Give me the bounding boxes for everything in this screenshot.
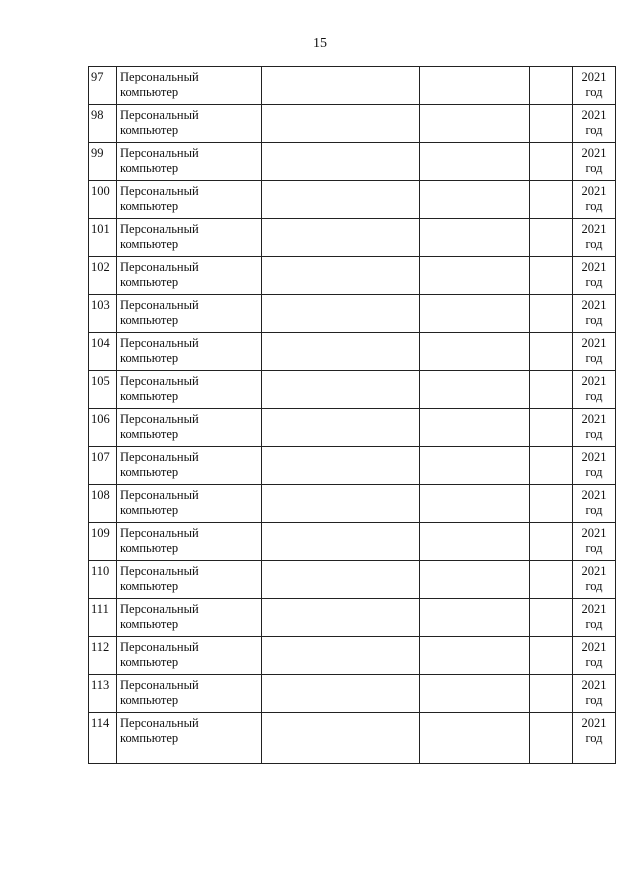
year-cell xyxy=(573,485,616,523)
empty-cell xyxy=(262,675,420,713)
empty-cell xyxy=(530,143,573,181)
empty-cell xyxy=(530,67,573,105)
item-name-line2: компьютер xyxy=(120,275,179,289)
year-cell xyxy=(573,713,616,764)
year-unit: год xyxy=(585,351,603,365)
empty-cell xyxy=(262,371,420,409)
row-number: 104 xyxy=(91,336,110,350)
year-cell xyxy=(573,143,616,181)
table-row xyxy=(89,485,616,523)
empty-cell xyxy=(530,523,573,561)
item-name-line1: Персональный xyxy=(120,222,199,236)
item-name-line1: Персональный xyxy=(120,146,199,160)
year-cell xyxy=(573,599,616,637)
empty-cell xyxy=(530,295,573,333)
table-row xyxy=(89,257,616,295)
year-value: 2021 xyxy=(581,374,607,388)
row-number: 97 xyxy=(91,70,104,84)
empty-cell xyxy=(420,181,530,219)
table-row xyxy=(89,599,616,637)
item-name-line1: Персональный xyxy=(120,184,199,198)
year-unit: год xyxy=(585,427,603,441)
empty-cell xyxy=(420,523,530,561)
row-number-cell xyxy=(89,447,117,485)
table-row xyxy=(89,561,616,599)
row-number-cell xyxy=(89,143,117,181)
empty-cell xyxy=(262,561,420,599)
empty-cell xyxy=(530,675,573,713)
row-number: 113 xyxy=(91,678,110,692)
item-name-line1: Персональный xyxy=(120,298,199,312)
item-name-cell xyxy=(117,257,262,295)
row-number-cell xyxy=(89,105,117,143)
year-value: 2021 xyxy=(581,260,607,274)
item-name-line2: компьютер xyxy=(120,351,179,365)
year-cell xyxy=(573,333,616,371)
row-number-cell xyxy=(89,295,117,333)
empty-cell xyxy=(262,257,420,295)
item-name-cell xyxy=(117,675,262,713)
item-name-cell xyxy=(117,447,262,485)
empty-cell xyxy=(262,523,420,561)
item-name-cell xyxy=(117,485,262,523)
empty-cell xyxy=(262,181,420,219)
year-value: 2021 xyxy=(581,526,607,540)
row-number: 100 xyxy=(91,184,110,198)
year-unit: год xyxy=(585,199,603,213)
row-number-cell xyxy=(89,561,117,599)
empty-cell xyxy=(420,67,530,105)
row-number: 101 xyxy=(91,222,110,236)
row-number: 111 xyxy=(91,602,109,616)
year-value: 2021 xyxy=(581,488,607,502)
item-name-line2: компьютер xyxy=(120,731,179,745)
row-number: 114 xyxy=(91,716,110,730)
table-row xyxy=(89,105,616,143)
item-name-line2: компьютер xyxy=(120,503,179,517)
table-row xyxy=(89,333,616,371)
year-value: 2021 xyxy=(581,70,607,84)
row-number: 106 xyxy=(91,412,110,426)
row-number-cell xyxy=(89,219,117,257)
item-name-cell xyxy=(117,219,262,257)
empty-cell xyxy=(530,599,573,637)
item-name-cell xyxy=(117,67,262,105)
year-cell xyxy=(573,637,616,675)
item-name-line2: компьютер xyxy=(120,237,179,251)
item-name-cell xyxy=(117,295,262,333)
year-unit: год xyxy=(585,313,603,327)
item-name-line2: компьютер xyxy=(120,655,179,669)
year-cell xyxy=(573,181,616,219)
empty-cell xyxy=(262,333,420,371)
item-name-line2: компьютер xyxy=(120,161,179,175)
table-row xyxy=(89,371,616,409)
year-value: 2021 xyxy=(581,640,607,654)
item-name-line1: Персональный xyxy=(120,70,199,84)
empty-cell xyxy=(420,675,530,713)
year-unit: год xyxy=(585,655,603,669)
row-number-cell xyxy=(89,485,117,523)
year-value: 2021 xyxy=(581,450,607,464)
row-number: 103 xyxy=(91,298,110,312)
row-number: 108 xyxy=(91,488,110,502)
year-unit: год xyxy=(585,161,603,175)
item-name-line1: Персональный xyxy=(120,488,199,502)
empty-cell xyxy=(420,485,530,523)
year-cell xyxy=(573,675,616,713)
item-name-line2: компьютер xyxy=(120,123,179,137)
row-number: 110 xyxy=(91,564,110,578)
table-row xyxy=(89,523,616,561)
item-name-cell xyxy=(117,181,262,219)
year-value: 2021 xyxy=(581,564,607,578)
year-cell xyxy=(573,295,616,333)
empty-cell xyxy=(262,295,420,333)
year-cell xyxy=(573,409,616,447)
table-row xyxy=(89,637,616,675)
empty-cell xyxy=(420,333,530,371)
year-unit: год xyxy=(585,503,603,517)
year-value: 2021 xyxy=(581,602,607,616)
empty-cell xyxy=(420,105,530,143)
year-unit: год xyxy=(585,85,603,99)
item-name-line2: компьютер xyxy=(120,313,179,327)
empty-cell xyxy=(262,599,420,637)
empty-cell xyxy=(262,637,420,675)
year-value: 2021 xyxy=(581,336,607,350)
table-row xyxy=(89,181,616,219)
year-value: 2021 xyxy=(581,716,607,730)
item-name-cell xyxy=(117,599,262,637)
item-name-line1: Персональный xyxy=(120,716,199,730)
year-unit: год xyxy=(585,237,603,251)
equipment-table-body xyxy=(89,67,616,764)
row-number: 107 xyxy=(91,450,110,464)
empty-cell xyxy=(262,67,420,105)
empty-cell xyxy=(530,257,573,295)
empty-cell xyxy=(420,409,530,447)
year-cell xyxy=(573,67,616,105)
item-name-line2: компьютер xyxy=(120,427,179,441)
year-unit: год xyxy=(585,123,603,137)
year-cell xyxy=(573,523,616,561)
item-name-line2: компьютер xyxy=(120,465,179,479)
row-number: 102 xyxy=(91,260,110,274)
row-number: 105 xyxy=(91,374,110,388)
empty-cell xyxy=(420,637,530,675)
year-cell xyxy=(573,219,616,257)
empty-cell xyxy=(262,713,420,764)
empty-cell xyxy=(420,561,530,599)
empty-cell xyxy=(262,105,420,143)
year-cell xyxy=(573,105,616,143)
equipment-table xyxy=(88,66,616,764)
empty-cell xyxy=(262,447,420,485)
table-row xyxy=(89,713,616,764)
item-name-cell xyxy=(117,143,262,181)
table-row xyxy=(89,295,616,333)
empty-cell xyxy=(262,485,420,523)
year-value: 2021 xyxy=(581,298,607,312)
row-number-cell xyxy=(89,599,117,637)
year-cell xyxy=(573,257,616,295)
item-name-line2: компьютер xyxy=(120,389,179,403)
item-name-line1: Персональный xyxy=(120,450,199,464)
year-unit: год xyxy=(585,693,603,707)
table-row xyxy=(89,409,616,447)
item-name-cell xyxy=(117,371,262,409)
empty-cell xyxy=(530,485,573,523)
empty-cell xyxy=(530,371,573,409)
item-name-line1: Персональный xyxy=(120,678,199,692)
equipment-table-container xyxy=(88,66,608,764)
year-unit: год xyxy=(585,275,603,289)
year-cell xyxy=(573,447,616,485)
row-number-cell xyxy=(89,333,117,371)
year-unit: год xyxy=(585,731,603,745)
item-name-line2: компьютер xyxy=(120,199,179,213)
row-number-cell xyxy=(89,371,117,409)
empty-cell xyxy=(420,219,530,257)
year-value: 2021 xyxy=(581,678,607,692)
empty-cell xyxy=(530,637,573,675)
year-value: 2021 xyxy=(581,146,607,160)
year-value: 2021 xyxy=(581,108,607,122)
empty-cell xyxy=(530,219,573,257)
item-name-line1: Персональный xyxy=(120,564,199,578)
item-name-line1: Персональный xyxy=(120,260,199,274)
item-name-line2: компьютер xyxy=(120,693,179,707)
row-number: 98 xyxy=(91,108,104,122)
empty-cell xyxy=(262,409,420,447)
empty-cell xyxy=(530,409,573,447)
empty-cell xyxy=(262,219,420,257)
empty-cell xyxy=(530,561,573,599)
row-number: 99 xyxy=(91,146,104,160)
year-unit: год xyxy=(585,579,603,593)
empty-cell xyxy=(420,599,530,637)
item-name-cell xyxy=(117,409,262,447)
year-cell xyxy=(573,561,616,599)
empty-cell xyxy=(262,143,420,181)
empty-cell xyxy=(420,295,530,333)
empty-cell xyxy=(530,333,573,371)
item-name-cell xyxy=(117,561,262,599)
row-number: 109 xyxy=(91,526,110,540)
item-name-line1: Персональный xyxy=(120,412,199,426)
table-row xyxy=(89,675,616,713)
empty-cell xyxy=(420,371,530,409)
item-name-cell xyxy=(117,523,262,561)
page-number: 15 xyxy=(313,36,327,51)
row-number-cell xyxy=(89,409,117,447)
item-name-cell xyxy=(117,333,262,371)
year-value: 2021 xyxy=(581,412,607,426)
empty-cell xyxy=(530,105,573,143)
item-name-line1: Персональный xyxy=(120,374,199,388)
empty-cell xyxy=(420,447,530,485)
table-row xyxy=(89,447,616,485)
year-value: 2021 xyxy=(581,184,607,198)
row-number-cell xyxy=(89,257,117,295)
item-name-line2: компьютер xyxy=(120,579,179,593)
year-unit: год xyxy=(585,617,603,631)
row-number: 112 xyxy=(91,640,110,654)
year-unit: год xyxy=(585,465,603,479)
empty-cell xyxy=(530,713,573,764)
year-unit: год xyxy=(585,541,603,555)
row-number-cell xyxy=(89,675,117,713)
year-unit: год xyxy=(585,389,603,403)
item-name-cell xyxy=(117,637,262,675)
item-name-line1: Персональный xyxy=(120,640,199,654)
year-cell xyxy=(573,371,616,409)
row-number-cell xyxy=(89,181,117,219)
item-name-line1: Персональный xyxy=(120,108,199,122)
row-number-cell xyxy=(89,67,117,105)
empty-cell xyxy=(420,143,530,181)
row-number-cell xyxy=(89,637,117,675)
table-row xyxy=(89,67,616,105)
item-name-line1: Персональный xyxy=(120,336,199,350)
item-name-line1: Персональный xyxy=(120,602,199,616)
year-value: 2021 xyxy=(581,222,607,236)
empty-cell xyxy=(530,181,573,219)
row-number-cell xyxy=(89,523,117,561)
table-row xyxy=(89,143,616,181)
item-name-cell xyxy=(117,105,262,143)
empty-cell xyxy=(420,713,530,764)
empty-cell xyxy=(420,257,530,295)
item-name-cell xyxy=(117,713,262,764)
item-name-line2: компьютер xyxy=(120,541,179,555)
empty-cell xyxy=(530,447,573,485)
row-number-cell xyxy=(89,713,117,764)
item-name-line1: Персональный xyxy=(120,526,199,540)
item-name-line2: компьютер xyxy=(120,617,179,631)
table-row xyxy=(89,219,616,257)
item-name-line2: компьютер xyxy=(120,85,179,99)
